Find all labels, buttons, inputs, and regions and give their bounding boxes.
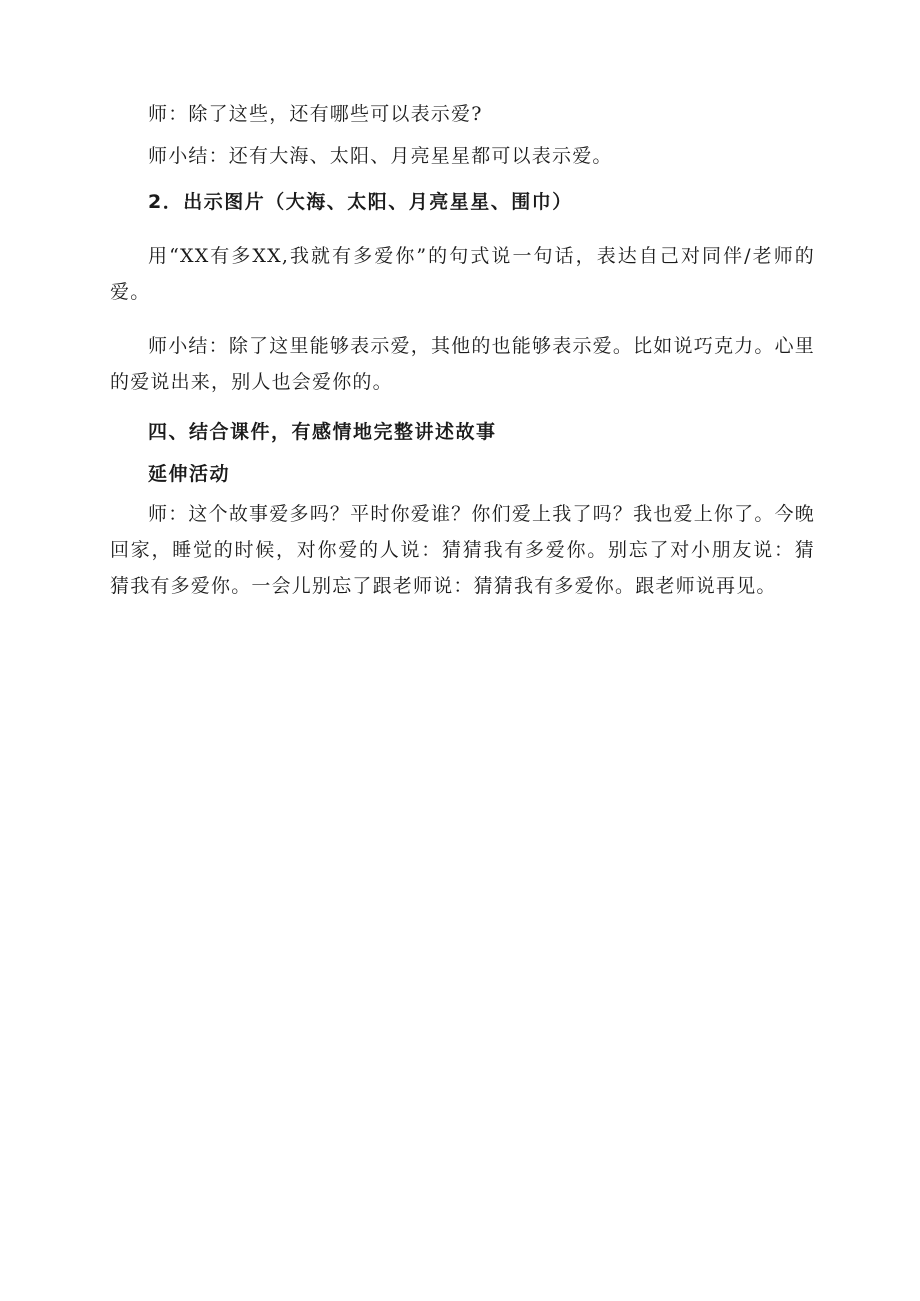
section-heading-retell-story: 四、结合课件，有感情地完整讲述故事 [148,421,497,443]
section-heading-show-pictures: 2．出示图片（大海、太阳、月亮星星、围巾） [148,191,573,213]
sentence-pattern-paragraph: 用“XX有多XX,我就有多爱你”的句式说一句话，表达自己对同伴/老师的爱。 [110,245,815,303]
teacher-summary-paragraph: 师小结：还有大海、太阳、月亮星星都可以表示爱。 [148,145,613,167]
teacher-question-paragraph: 师：除了这些，还有哪些可以表示爱? [148,103,483,125]
section-heading-extension-activity: 延伸活动 [148,463,231,485]
teacher-summary-chocolate-paragraph: 师小结：除了这里能够表示爱，其他的也能够表示爱。比如说巧克力。心里的爱说出来，别人也会爱你的。 [110,335,815,393]
closing-teacher-paragraph: 师：这个故事爱多吗？平时你爱谁？你们爱上我了吗？我也爱上你了。今晚回家，睡觉的时候，对你爱的人说：猜猜我有多爱你。别忘了对小朋友说：猜猜我有多爱你。一会儿别忘了跟老师说：猜猜我有多爱你。跟老师说再见。 [110,503,815,597]
